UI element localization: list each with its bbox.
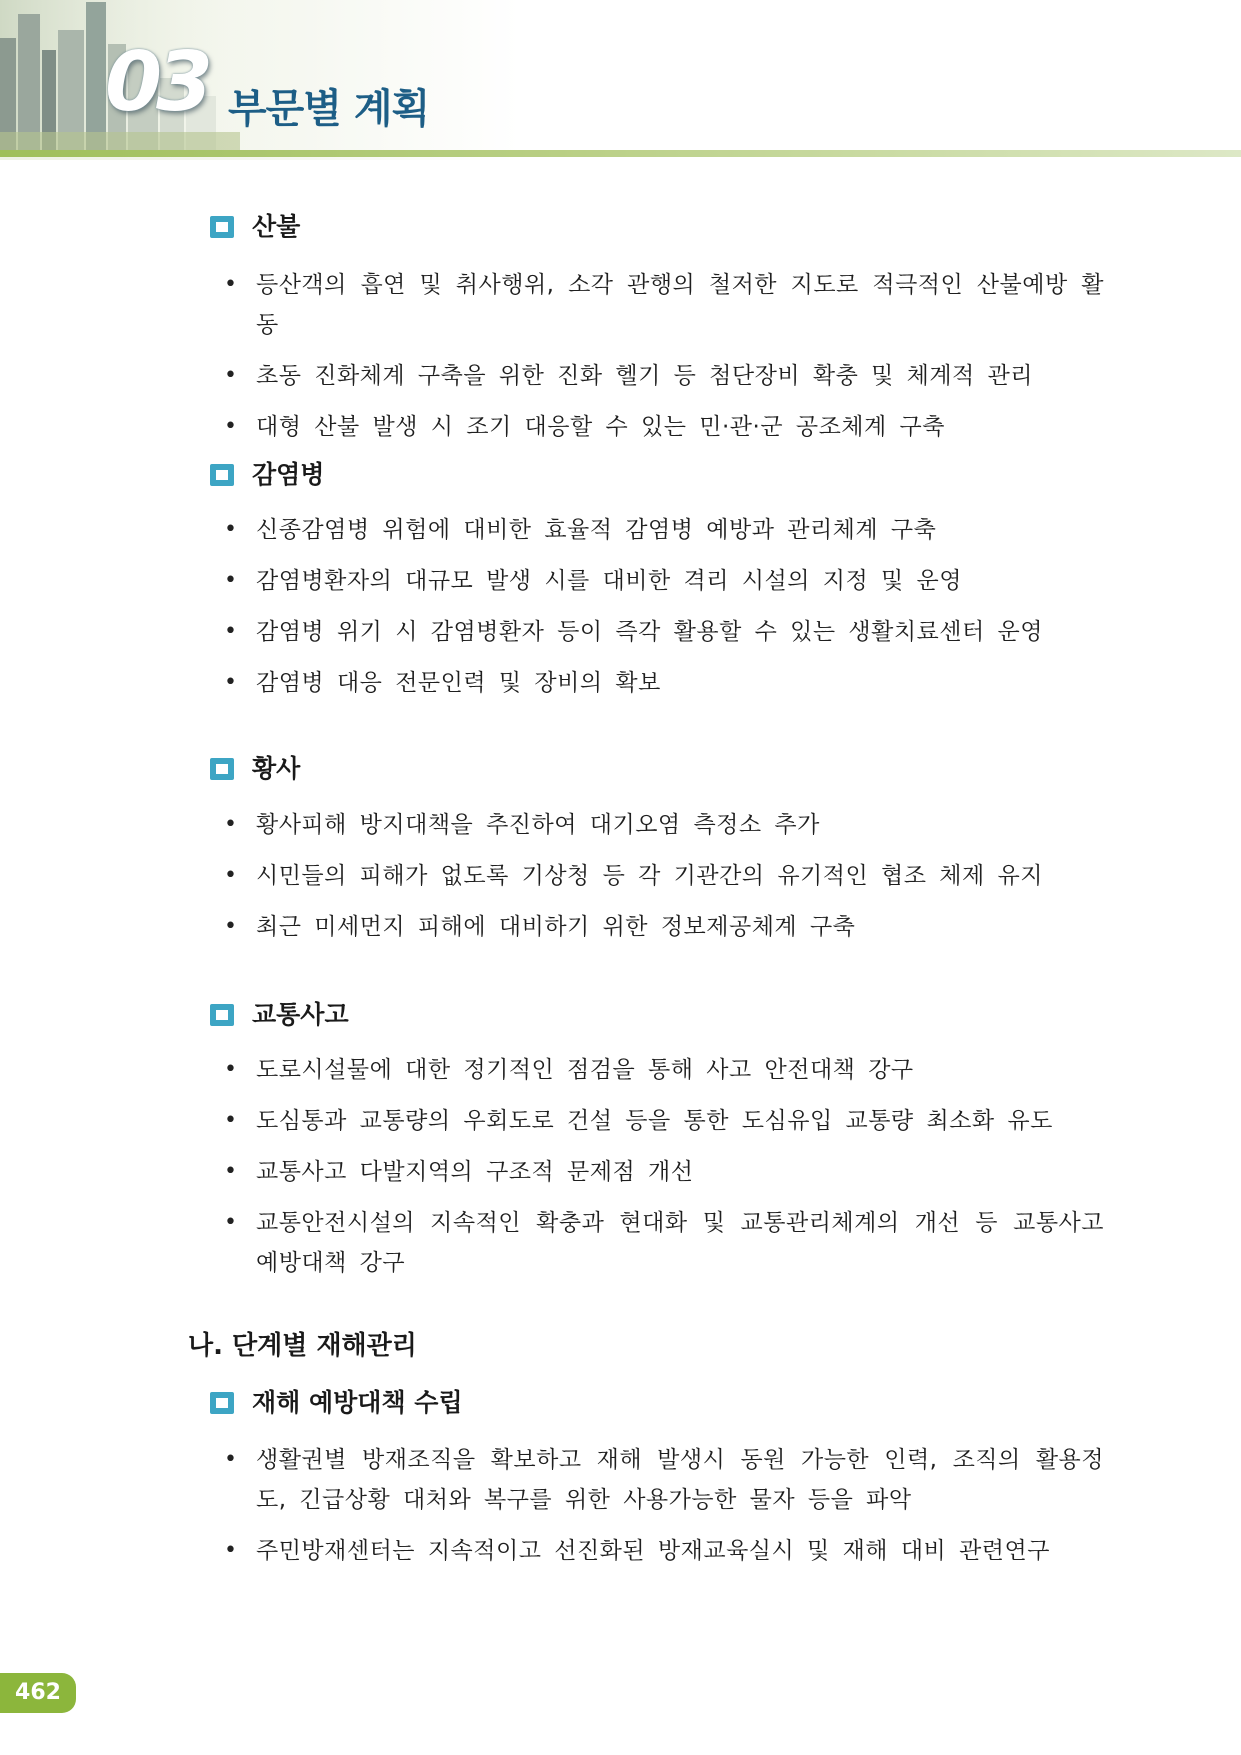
traffic-accident-list — [224, 1050, 1104, 1294]
wildfire-list — [224, 265, 1104, 458]
list-item: • 도심통과 교통량의 우회도로 건설 등을 통한 도심유입 교통량 최소화 유도 — [224, 1101, 1104, 1141]
section-title-yellow-dust — [210, 752, 300, 786]
square-bullet-icon — [210, 1004, 234, 1026]
square-bullet-icon — [210, 216, 234, 238]
square-bullet-icon — [210, 1392, 234, 1414]
list-item: • 최근 미세먼지 피해에 대비하기 위한 정보제공체계 구축 — [224, 907, 1104, 947]
list-item: • 교통사고 다발지역의 구조적 문제점 개선 — [224, 1152, 1104, 1192]
yellow-dust-list — [224, 805, 1104, 958]
chapter-number: 03 — [105, 35, 208, 130]
chapter-title: 부문별 계획 — [228, 86, 430, 132]
list-item: • 주민방재센터는 지속적이고 선진화된 방재교육실시 및 재해 대비 관련연구 — [224, 1531, 1104, 1571]
subsection-heading: 나. 단계별 재해관리 — [188, 1331, 417, 1361]
section-title-text: 재해 예방대책 수립 — [252, 1388, 463, 1417]
square-bullet-icon — [210, 758, 234, 780]
section-title-text: 산불 — [252, 212, 301, 241]
list-item: • 생활권별 방재조직을 확보하고 재해 발생시 동원 가능한 인력, 조직의 활용정도, 긴급상황 대처와 복구를 위한 사용가능한 물자 등을 파악 — [224, 1440, 1104, 1520]
list-item: • 등산객의 흡연 및 취사행위, 소각 관행의 철저한 지도로 적극적인 산불예방 활동 — [224, 265, 1104, 345]
list-item: • 대형 산불 발생 시 조기 대응할 수 있는 민·관·군 공조체계 구축 — [224, 407, 1104, 447]
list-item: • 감염병 대응 전문인력 및 장비의 확보 — [224, 663, 1104, 703]
chapter-header — [0, 0, 1241, 160]
header-rule — [0, 150, 1241, 157]
list-item: • 황사피해 방지대책을 추진하여 대기오염 측정소 추가 — [224, 805, 1104, 845]
section-title-traffic-accident — [210, 998, 349, 1032]
list-item: • 교통안전시설의 지속적인 확충과 현대화 및 교통관리체계의 개선 등 교통사고 예방대책 강구 — [224, 1203, 1104, 1283]
list-item: • 신종감염병 위험에 대비한 효율적 감염병 예방과 관리체계 구축 — [224, 510, 1104, 550]
list-item: • 시민들의 피해가 없도록 기상청 등 각 기관간의 유기적인 협조 체제 유지 — [224, 856, 1104, 896]
disaster-prevention-list — [224, 1440, 1104, 1582]
list-item: • 감염병환자의 대규모 발생 시를 대비한 격리 시설의 지정 및 운영 — [224, 561, 1104, 601]
list-item: • 감염병 위기 시 감염병환자 등이 즉각 활용할 수 있는 생활치료센터 운영 — [224, 612, 1104, 652]
section-title-infectious-disease — [210, 458, 324, 492]
square-bullet-icon — [210, 464, 234, 486]
section-title-text: 교통사고 — [252, 1000, 349, 1029]
section-title-text: 감염병 — [252, 460, 325, 489]
section-title-wildfire — [210, 210, 300, 244]
list-item: • 도로시설물에 대한 정기적인 점검을 통해 사고 안전대책 강구 — [224, 1050, 1104, 1090]
page-number: 462 — [0, 1673, 76, 1713]
infectious-disease-list — [224, 510, 1104, 714]
section-title-disaster-prevention — [210, 1386, 463, 1420]
list-item: • 초동 진화체계 구축을 위한 진화 헬기 등 첨단장비 확충 및 체계적 관리 — [224, 356, 1104, 396]
section-title-text: 황사 — [252, 754, 301, 783]
